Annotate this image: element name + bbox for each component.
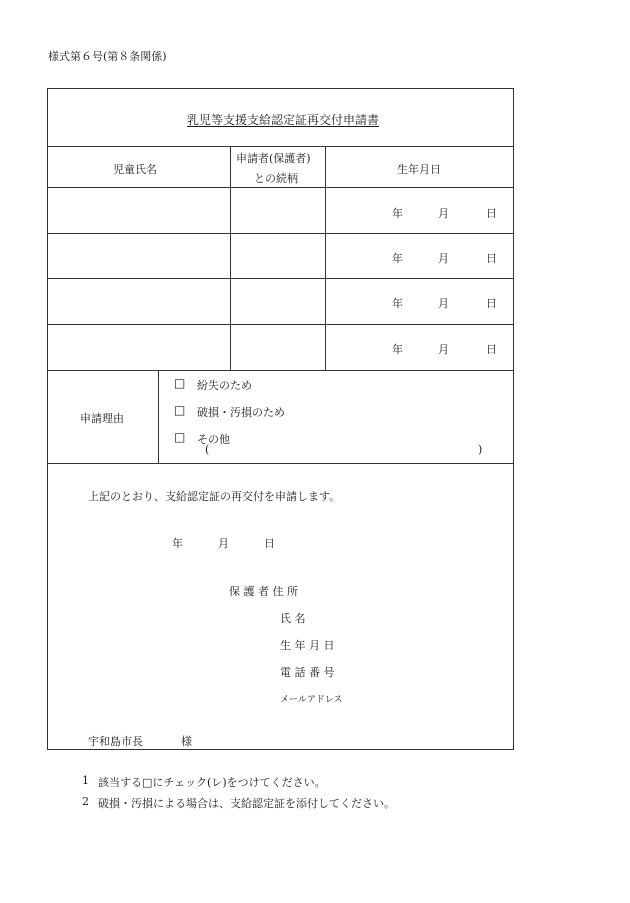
day-marker: 日: [486, 207, 497, 220]
row-divider: [48, 324, 513, 325]
day-marker: 日: [486, 297, 497, 310]
title-divider: [48, 146, 513, 147]
form-number: 様式第６号(第８条関係): [48, 50, 167, 63]
day-marker: 日: [486, 343, 497, 356]
column-divider: [230, 146, 231, 370]
guardian-phone-label: 電 話 番 号: [280, 666, 335, 679]
year-marker: 年: [392, 297, 403, 310]
year-marker: 年: [392, 252, 403, 265]
option-damaged-label: 破損・汚損のため: [197, 406, 285, 419]
row-divider: [48, 233, 513, 234]
month-marker: 月: [438, 343, 449, 356]
year-marker: 年: [392, 207, 403, 220]
child-name-header: 児童氏名: [113, 163, 157, 176]
relation-header-line1: 申請者(保護者): [236, 152, 311, 165]
guardian-name-label: 氏 名: [280, 612, 306, 625]
addressee-honorific: 様: [181, 735, 192, 748]
month-marker: 月: [438, 252, 449, 265]
checkbox-damaged[interactable]: □: [174, 403, 186, 417]
row-divider: [48, 370, 513, 371]
guardian-address-label: 保 護 者 住 所: [229, 585, 298, 598]
date-year-marker: 年: [172, 537, 183, 550]
day-marker: 日: [486, 252, 497, 265]
checkbox-lost[interactable]: □: [174, 376, 186, 390]
reason-divider: [48, 463, 513, 464]
column-divider: [325, 146, 326, 370]
note-number: 1: [82, 774, 89, 787]
other-paren-open: (: [205, 443, 210, 456]
reason-label: 申請理由: [80, 412, 124, 425]
other-paren-close: ): [478, 443, 483, 456]
guardian-birthdate-label: 生 年 月 日: [280, 639, 335, 652]
date-month-marker: 月: [218, 537, 229, 550]
guardian-email-label: メールアドレス: [280, 695, 343, 705]
reason-label-divider: [158, 370, 159, 463]
relation-header-line2: との続柄: [254, 172, 298, 185]
note-text: 該当する□にチェック(レ)をつけてください。: [98, 776, 326, 789]
note-text: 破損・汚損による場合は、支給認定証を添付してください。: [98, 797, 395, 810]
form-title: 乳児等支援支給認定証再交付申請書: [187, 113, 380, 127]
birthdate-header: 生年月日: [397, 163, 441, 176]
row-divider: [48, 278, 513, 279]
application-statement: 上記のとおり、支給認定証の再交付を申請します。: [88, 490, 341, 503]
date-day-marker: 日: [264, 537, 275, 550]
year-marker: 年: [392, 343, 403, 356]
header-divider: [48, 187, 513, 188]
addressee-name: 宇和島市長: [88, 735, 143, 748]
month-marker: 月: [438, 207, 449, 220]
month-marker: 月: [438, 297, 449, 310]
note-number: 2: [82, 795, 89, 808]
checkbox-other[interactable]: □: [174, 430, 186, 444]
option-lost-label: 紛失のため: [197, 379, 252, 392]
option-other-label: その他: [197, 433, 230, 446]
